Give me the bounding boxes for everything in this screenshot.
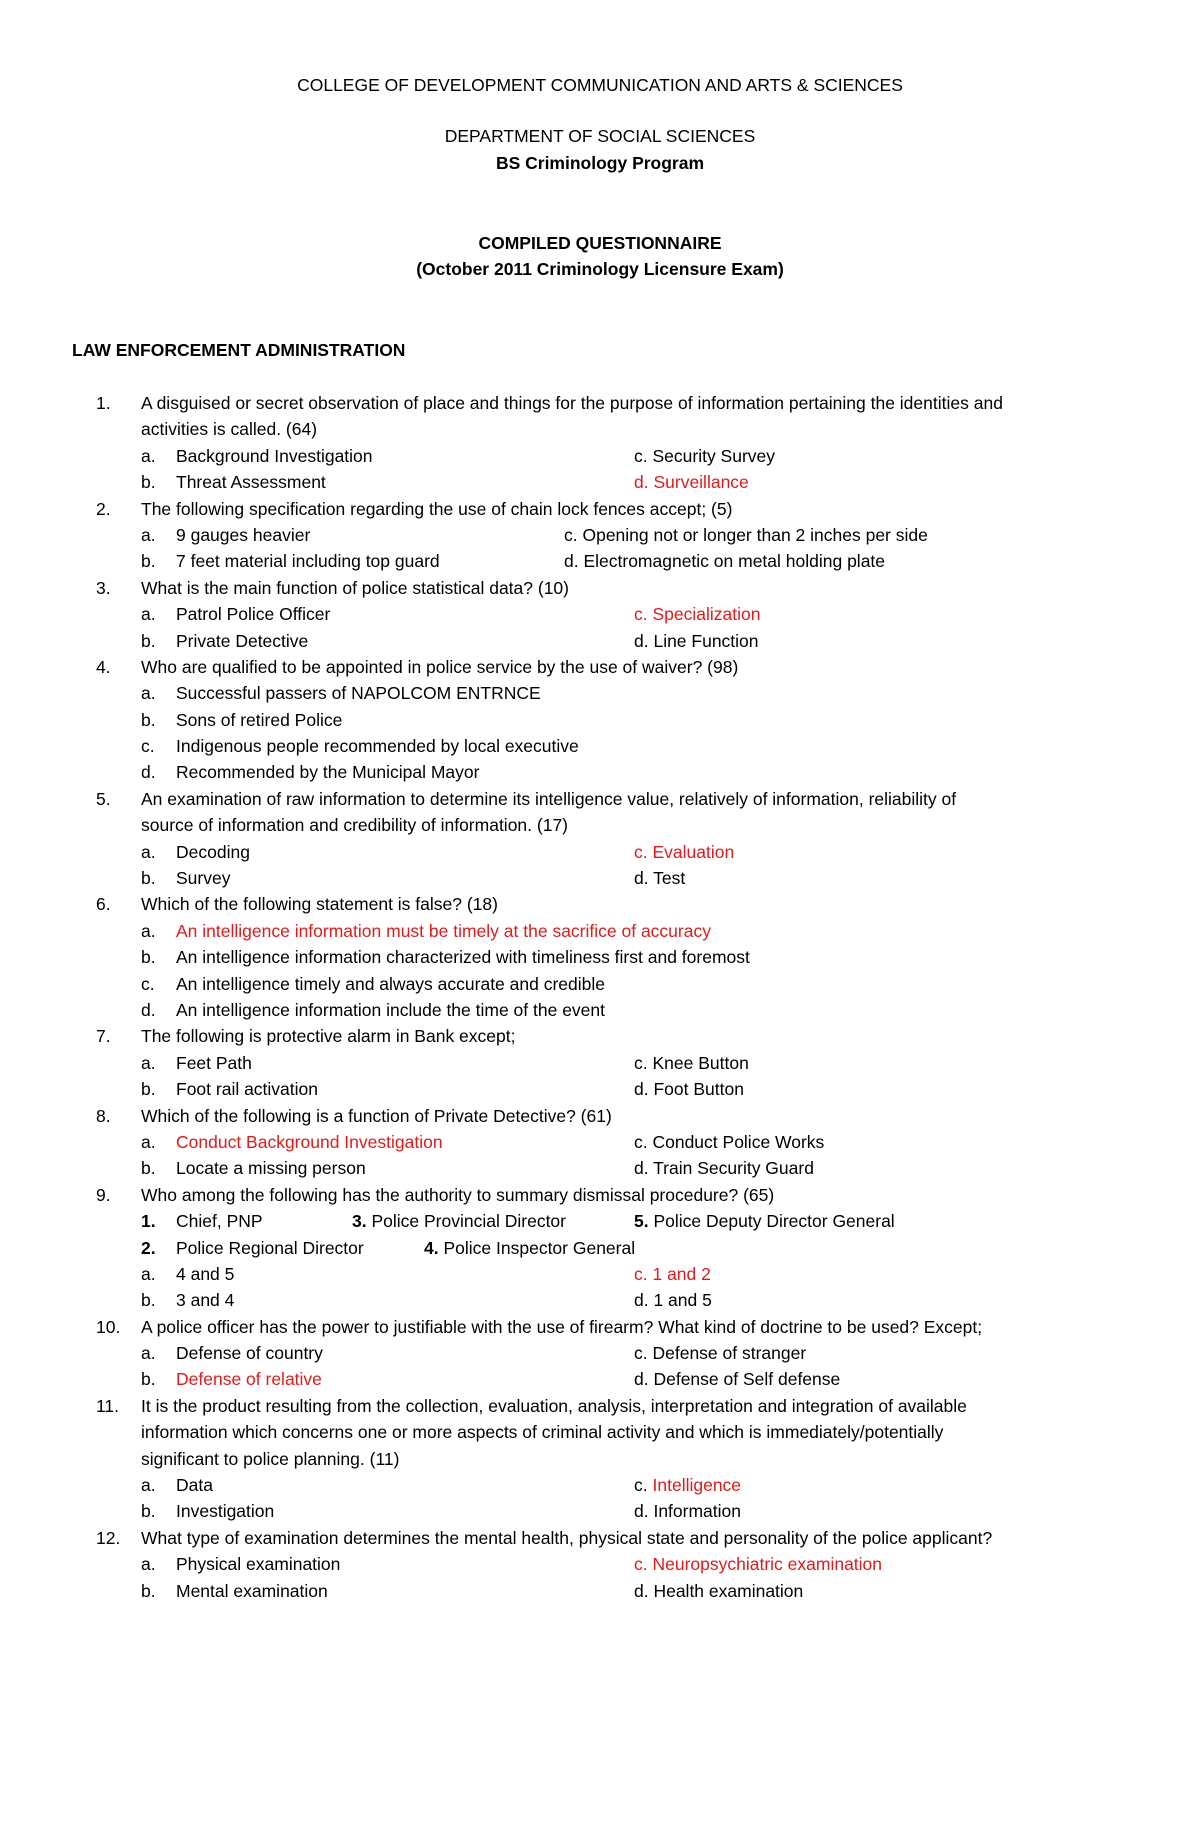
option-label: b. xyxy=(141,551,156,572)
question-number: 12. xyxy=(96,1527,121,1548)
option-row xyxy=(0,1578,1200,1604)
option-row xyxy=(0,522,1200,548)
option-b: Threat Assessment xyxy=(176,472,326,493)
option-row xyxy=(0,601,1200,627)
question-text: Which of the following statement is false? (18) xyxy=(141,894,498,915)
option-c: Indigenous people recommended by local executive xyxy=(176,736,579,757)
option-row xyxy=(0,865,1200,891)
numbered-choices-row xyxy=(0,1208,1200,1234)
option-row xyxy=(0,1050,1200,1076)
option-label: c. xyxy=(141,973,155,994)
option-row xyxy=(0,733,1200,759)
question-11 xyxy=(0,1393,1200,1419)
option-c: c. Defense of stranger xyxy=(634,1343,807,1364)
option-d: d. Line Function xyxy=(634,630,759,651)
question-text: A disguised or secret observation of place and things for the purpose of information pertaining the identities and xyxy=(141,393,1003,413)
option-label: a. xyxy=(141,604,156,625)
option-label: b. xyxy=(141,472,156,493)
option-row xyxy=(0,839,1200,865)
option-d: d. Defense of Self defense xyxy=(634,1369,841,1390)
department-name: DEPARTMENT OF SOCIAL SCIENCES xyxy=(444,126,756,146)
answer-option-b: Defense of relative xyxy=(176,1369,322,1390)
question-text: What is the main function of police statistical data? (10) xyxy=(141,577,569,598)
answer-option-c-group xyxy=(634,1472,741,1498)
answer-option-a: An intelligence information must be timely at the sacrifice of accuracy xyxy=(176,920,711,941)
question-text: information which concerns one or more aspects of criminal activity and which is immediately/potentially xyxy=(141,1422,944,1443)
answer-option-c: c. Evaluation xyxy=(634,841,735,862)
option-c: c. Conduct Police Works xyxy=(634,1131,825,1152)
option-a: Decoding xyxy=(176,841,250,862)
option-row xyxy=(0,1076,1200,1102)
choice-3-group xyxy=(352,1208,566,1234)
question-number: 5. xyxy=(96,788,111,809)
question-text: The following is protective alarm in Bank except; xyxy=(141,1026,516,1047)
question-number: 3. xyxy=(96,577,111,598)
option-b: Foot rail activation xyxy=(176,1079,319,1100)
answer-option-c: Intelligence xyxy=(652,1475,742,1496)
option-label: c. xyxy=(634,1475,648,1496)
option-d: d. Train Security Guard xyxy=(634,1158,814,1179)
option-label: b. xyxy=(141,1158,156,1179)
option-label: c. xyxy=(141,736,155,757)
option-label: b. xyxy=(141,1079,156,1100)
option-label: a. xyxy=(141,683,156,704)
option-b: Private Detective xyxy=(176,630,309,651)
option-label: a. xyxy=(141,841,156,862)
option-b: 7 feet material including top guard xyxy=(176,551,440,572)
question-2 xyxy=(0,496,1200,522)
option-row xyxy=(0,759,1200,785)
question-number: 11. xyxy=(96,1395,120,1416)
option-label: d. xyxy=(141,999,156,1020)
option-row xyxy=(0,971,1200,997)
choice-number: 4. xyxy=(424,1237,439,1258)
option-d: d. 1 and 5 xyxy=(634,1290,712,1311)
option-label: a. xyxy=(141,524,156,545)
option-row xyxy=(0,1287,1200,1313)
option-b: Survey xyxy=(176,868,231,889)
option-row xyxy=(0,1129,1200,1155)
question-text: Who are qualified to be appointed in police service by the use of waiver? (98) xyxy=(141,656,739,677)
college-name: COLLEGE OF DEVELOPMENT COMMUNICATION AND ARTS & SCIENCES xyxy=(297,75,903,95)
option-label: a. xyxy=(141,1263,156,1284)
option-a: Background Investigation xyxy=(176,445,373,466)
option-d: d. Electromagnetic on metal holding plate xyxy=(564,551,886,572)
option-row xyxy=(0,997,1200,1023)
answer-option-c: c. Neuropsychiatric examination xyxy=(634,1554,883,1575)
choice-3: Police Provincial Director xyxy=(371,1211,566,1232)
question-number: 1. xyxy=(96,393,111,413)
option-label: b. xyxy=(141,709,156,730)
option-c: An intelligence timely and always accurate and credible xyxy=(176,973,605,994)
question-text: An examination of raw information to determine its intelligence value, relatively of information, reliability of xyxy=(141,788,957,809)
option-label: a. xyxy=(141,445,156,466)
choice-number: 5. xyxy=(634,1211,649,1232)
option-label: a. xyxy=(141,1475,156,1496)
question-number: 8. xyxy=(96,1105,111,1126)
question-number: 2. xyxy=(96,498,111,519)
question-12 xyxy=(0,1525,1200,1551)
option-d: d. Foot Button xyxy=(634,1079,744,1100)
option-c: c. Opening not or longer than 2 inches per side xyxy=(564,524,928,545)
numbered-choices-row xyxy=(0,1235,1200,1261)
question-number: 6. xyxy=(96,894,111,915)
option-a: Successful passers of NAPOLCOM ENTRNCE xyxy=(176,683,541,704)
question-text: source of information and credibility of information. (17) xyxy=(141,815,569,836)
option-label: b. xyxy=(141,630,156,651)
option-d: d. Test xyxy=(634,868,686,889)
answer-option-c: c. 1 and 2 xyxy=(634,1263,711,1284)
option-row xyxy=(0,1261,1200,1287)
choice-1: Chief, PNP xyxy=(176,1211,263,1232)
option-a: Feet Path xyxy=(176,1052,252,1073)
option-row xyxy=(0,628,1200,654)
question-text-continued xyxy=(0,812,1200,838)
option-label: a. xyxy=(141,1131,156,1152)
question-text: It is the product resulting from the collection, evaluation, analysis, interpretation and integration of available xyxy=(141,1395,967,1416)
option-b: Sons of retired Police xyxy=(176,709,343,730)
question-8 xyxy=(0,1103,1200,1129)
option-row xyxy=(0,1155,1200,1181)
option-label: a. xyxy=(141,1052,156,1073)
option-label: a. xyxy=(141,920,156,941)
question-6 xyxy=(0,891,1200,917)
choice-4: Police Inspector General xyxy=(443,1237,636,1258)
choice-number: 3. xyxy=(352,1211,367,1232)
choice-5: Police Deputy Director General xyxy=(653,1211,895,1232)
choice-5-group xyxy=(634,1208,895,1234)
option-label: b. xyxy=(141,868,156,889)
question-list xyxy=(0,390,1200,1604)
question-text: Which of the following is a function of Private Detective? (61) xyxy=(141,1105,612,1126)
answer-option-a: Conduct Background Investigation xyxy=(176,1131,443,1152)
option-row xyxy=(0,1472,1200,1498)
choice-number: 2. xyxy=(141,1237,156,1258)
option-a: 4 and 5 xyxy=(176,1263,235,1284)
choice-2: Police Regional Director xyxy=(176,1237,364,1258)
document-subtitle: (October 2011 Criminology Licensure Exam) xyxy=(416,259,784,279)
option-row xyxy=(0,1366,1200,1392)
option-d: An intelligence information include the time of the event xyxy=(176,999,606,1020)
question-9 xyxy=(0,1182,1200,1208)
question-1 xyxy=(0,390,1200,416)
option-row xyxy=(0,1340,1200,1366)
question-number: 4. xyxy=(96,656,111,677)
option-label: b. xyxy=(141,1501,156,1522)
answer-option-d: d. Surveillance xyxy=(634,472,749,493)
question-text: significant to police planning. (11) xyxy=(141,1448,400,1469)
option-b: 3 and 4 xyxy=(176,1290,235,1311)
option-row xyxy=(0,1498,1200,1524)
question-text-continued xyxy=(0,1446,1200,1472)
option-row xyxy=(0,918,1200,944)
option-label: a. xyxy=(141,1343,156,1364)
question-number: 10. xyxy=(96,1316,121,1337)
option-a: Defense of country xyxy=(176,1343,323,1364)
question-3 xyxy=(0,575,1200,601)
option-a: Data xyxy=(176,1475,213,1496)
choice-number: 1. xyxy=(141,1211,156,1232)
option-row xyxy=(0,707,1200,733)
question-10 xyxy=(0,1314,1200,1340)
question-text: What type of examination determines the mental health, physical state and personality of the police applicant? xyxy=(141,1527,993,1548)
question-number: 7. xyxy=(96,1026,111,1047)
option-row xyxy=(0,548,1200,574)
option-a: Physical examination xyxy=(176,1554,341,1575)
question-text: The following specification regarding the use of chain lock fences accept; (5) xyxy=(141,498,733,519)
option-row xyxy=(0,680,1200,706)
answer-option-c: c. Specialization xyxy=(634,604,761,625)
option-d: Recommended by the Municipal Mayor xyxy=(176,762,480,783)
option-a: Patrol Police Officer xyxy=(176,604,331,625)
question-number: 9. xyxy=(96,1184,111,1205)
option-label: d. xyxy=(141,762,156,783)
option-label: b. xyxy=(141,1580,156,1601)
option-row xyxy=(0,469,1200,495)
option-d: d. Health examination xyxy=(634,1580,804,1601)
choice-4-group xyxy=(424,1235,635,1261)
option-row xyxy=(0,443,1200,469)
question-text: Who among the following has the authority to summary dismissal procedure? (65) xyxy=(141,1184,775,1205)
question-4 xyxy=(0,654,1200,680)
option-b: Mental examination xyxy=(176,1580,328,1601)
question-text-continued xyxy=(0,416,1200,442)
option-label: a. xyxy=(141,1554,156,1575)
option-label: b. xyxy=(141,1369,156,1390)
option-d: d. Information xyxy=(634,1501,741,1522)
question-7 xyxy=(0,1023,1200,1049)
option-c: c. Knee Button xyxy=(634,1052,749,1073)
option-c: c. Security Survey xyxy=(634,445,776,466)
option-label: b. xyxy=(141,1290,156,1311)
question-text: A police officer has the power to justifiable with the use of firearm? What kind of doctrine to be used? Except; xyxy=(141,1316,983,1337)
option-b: An intelligence information characterized with timeliness first and foremost xyxy=(176,947,750,968)
program-name: BS Criminology Program xyxy=(495,153,705,173)
document-title: COMPILED QUESTIONNAIRE xyxy=(478,233,722,253)
option-a: 9 gauges heavier xyxy=(176,524,311,545)
question-text: activities is called. (64) xyxy=(141,419,318,440)
option-b: Locate a missing person xyxy=(176,1158,366,1179)
section-title: LAW ENFORCEMENT ADMINISTRATION xyxy=(72,340,406,360)
option-row xyxy=(0,944,1200,970)
option-row xyxy=(0,1551,1200,1577)
option-label: b. xyxy=(141,947,156,968)
question-text-continued xyxy=(0,1419,1200,1445)
question-5 xyxy=(0,786,1200,812)
option-b: Investigation xyxy=(176,1501,275,1522)
